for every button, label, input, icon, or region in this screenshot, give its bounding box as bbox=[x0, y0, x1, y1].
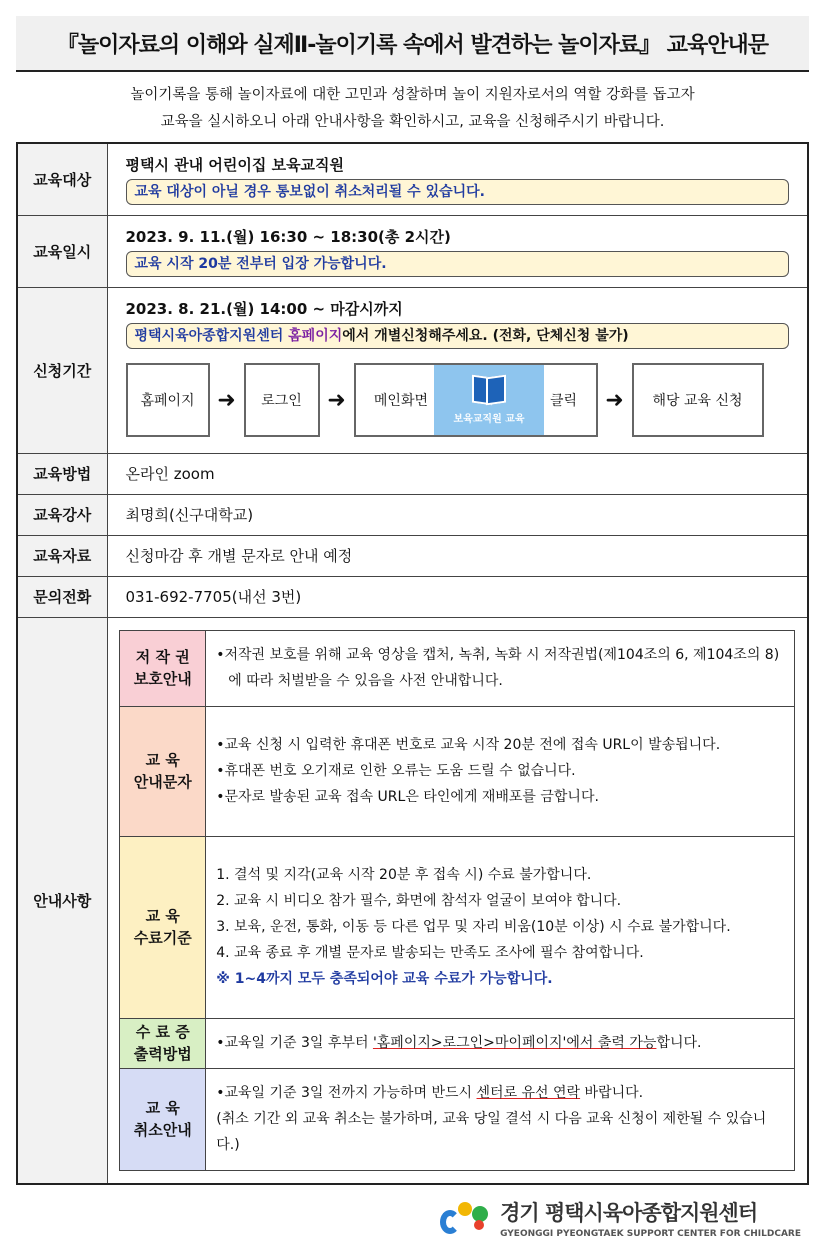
sms-item: •휴대폰 번호 오기재로 인한 오류는 도움 드릴 수 없습니다. bbox=[216, 763, 576, 779]
notice-text-cancel bbox=[206, 1068, 795, 1170]
note-period-restriction: (전화, 단체신청 불가) bbox=[492, 328, 629, 344]
intro-line-1: 놀이기록을 통해 놀이자료에 대한 고민과 성찰하며 놀이 지원자로서의 역할 강화를 돕고자 bbox=[130, 87, 695, 103]
notice-label-completion-2: 수료기준 bbox=[133, 929, 192, 947]
arrow-icon: ➜ bbox=[217, 387, 236, 413]
copyright-item: •저작권 보호를 위해 교육 영상을 캡처, 녹취, 녹화 시 저작권법(제104조의 6, 제104조의 8)에 따라 처벌받을 수 있음을 사전 안내합니다. bbox=[216, 647, 780, 689]
info-table bbox=[16, 142, 809, 1185]
note-period-homepage: 홈페이지 bbox=[288, 328, 343, 344]
notice-label-certificate-1: 수 료 증 bbox=[135, 1023, 190, 1041]
note-period bbox=[126, 323, 790, 349]
note-period-individual: 개별신청 bbox=[374, 328, 429, 344]
notice-row-certificate bbox=[120, 1018, 795, 1068]
notice-label-copyright-2: 보호안내 bbox=[133, 670, 192, 688]
notice-label-cancel-2: 취소안내 bbox=[133, 1121, 192, 1139]
flow-step-login: 로그인 bbox=[244, 363, 320, 437]
completion-item: 4. 교육 종료 후 개별 문자로 발송되는 만족도 조사에 필수 참여합니다. bbox=[216, 945, 644, 961]
notice-row-sms bbox=[120, 706, 795, 836]
label-period: 신청기간 bbox=[17, 287, 107, 453]
value-target-cell bbox=[107, 143, 808, 215]
note-datetime: 교육 시작 20분 전부터 입장 가능합니다. bbox=[126, 251, 790, 277]
notice-text-copyright bbox=[206, 630, 795, 706]
staff-education-banner bbox=[434, 365, 544, 435]
certificate-path: '홈페이지>로그인>마이페이지'에서 출력 가능 bbox=[372, 1035, 657, 1051]
center-logo-icon bbox=[440, 1196, 492, 1240]
cancel-note: (취소 기간 외 교육 취소는 불가하며, 교육 당일 결석 시 다음 교육 신청이 제한될 수 있습니다.) bbox=[216, 1111, 767, 1153]
label-notice: 안내사항 bbox=[17, 617, 107, 1184]
cancel-text-d: 바랍니다. bbox=[580, 1085, 644, 1101]
signup-flow bbox=[126, 363, 790, 437]
cancel-text-b: 까지 가능하며 반드시 bbox=[341, 1085, 477, 1101]
value-phone: 031-692-7705(내선 3번) bbox=[107, 576, 808, 617]
notice-label-certificate-2: 출력방법 bbox=[133, 1045, 192, 1063]
notice-table bbox=[119, 630, 795, 1171]
value-method: 온라인 zoom bbox=[107, 453, 808, 494]
notice-row-completion bbox=[120, 836, 795, 1018]
label-lecturer: 교육강사 bbox=[17, 494, 107, 535]
page-title: 『놀이자료의 이해와 실제Ⅱ-놀이기록 속에서 발견하는 놀이자료』 교육안내문 bbox=[16, 16, 809, 72]
org-eng-name: GYEONGGI PYEONGTAEK SUPPORT CENTER FOR CHILDCARE bbox=[500, 1229, 801, 1239]
label-target: 교육대상 bbox=[17, 143, 107, 215]
notice-label-sms-1: 교 육 bbox=[145, 751, 180, 769]
note-period-please: 해주세요. bbox=[428, 328, 493, 344]
notice-row-copyright bbox=[120, 630, 795, 706]
flow-step-click-label: 클릭 bbox=[550, 393, 578, 409]
value-notice-cell bbox=[107, 617, 808, 1184]
cancel-deadline: •교육일 기준 3일 전 bbox=[216, 1085, 342, 1101]
value-datetime: 2023. 9. 11.(월) 16:30 ~ 18:30(총 2시간) bbox=[125, 228, 451, 246]
cancel-contact: 센터로 유선 연락 bbox=[476, 1085, 581, 1101]
org-name: 경기 평택시육아종합지원센터 bbox=[500, 1201, 758, 1225]
label-materials: 교육자료 bbox=[17, 535, 107, 576]
completion-item: 1. 결석 및 지각(교육 시작 20분 후 접속 시) 수료 불가합니다. bbox=[216, 867, 592, 883]
flow-step-main-label: 메인화면 bbox=[373, 393, 429, 409]
value-materials: 신청마감 후 개별 문자로 안내 예정 bbox=[107, 535, 808, 576]
notice-label-sms-2: 안내문자 bbox=[133, 773, 192, 791]
label-datetime: 교육일시 bbox=[17, 215, 107, 287]
flow-step-main bbox=[354, 363, 598, 437]
notice-label-copyright bbox=[120, 630, 206, 706]
completion-warning: ※ 1~4까지 모두 충족되어야 교육 수료가 가능합니다. bbox=[216, 971, 553, 987]
intro-line-2: 교육을 실시하오니 아래 안내사항을 확인하시고, 교육을 신청해주시기 바랍니다. bbox=[160, 114, 665, 130]
row-period bbox=[17, 287, 808, 453]
intro-text bbox=[16, 82, 809, 136]
notice-label-copyright-1: 저 작 권 bbox=[135, 648, 190, 666]
arrow-icon: ➜ bbox=[605, 387, 624, 413]
sms-item: •문자로 발송된 교육 접속 URL은 타인에게 재배포를 금합니다. bbox=[216, 789, 599, 805]
row-notice bbox=[17, 617, 808, 1184]
notice-label-completion bbox=[120, 836, 206, 1018]
notice-text-sms bbox=[206, 706, 795, 836]
notice-label-completion-1: 교 육 bbox=[145, 907, 180, 925]
completion-item: 3. 보육, 운전, 통화, 이동 등 다른 업무 및 자리 비움(10분 이상) 시 수료 불가합니다. bbox=[216, 919, 731, 935]
flow-step-apply: 해당 교육 신청 bbox=[632, 363, 764, 437]
label-method: 교육방법 bbox=[17, 453, 107, 494]
notice-label-cancel bbox=[120, 1068, 206, 1170]
sms-item: •교육 신청 시 입력한 휴대폰 번호로 교육 시작 20분 전에 접속 URL이 발송됩니다. bbox=[216, 737, 721, 753]
banner-label: 보육교직원 교육 bbox=[453, 413, 525, 425]
footer-org bbox=[440, 1196, 801, 1240]
value-lecturer: 최명희(신구대학교) bbox=[107, 494, 808, 535]
notice-label-cancel-1: 교 육 bbox=[145, 1099, 180, 1117]
row-lecturer bbox=[17, 494, 808, 535]
book-icon bbox=[472, 376, 506, 402]
note-period-in: 에서 bbox=[342, 328, 375, 344]
row-target bbox=[17, 143, 808, 215]
certificate-text-c: 합니다. bbox=[656, 1035, 702, 1051]
notice-label-sms bbox=[120, 706, 206, 836]
value-period: 2023. 8. 21.(월) 14:00 ~ 마감시까지 bbox=[125, 300, 403, 318]
notice-text-certificate bbox=[206, 1018, 795, 1068]
completion-item: 2. 교육 시 비디오 참가 필수, 화면에 참석자 얼굴이 보여야 합니다. bbox=[216, 893, 622, 909]
value-target: 평택시 관내 어린이집 보육교직원 bbox=[125, 156, 345, 175]
row-materials bbox=[17, 535, 808, 576]
notice-text-completion bbox=[206, 836, 795, 1018]
label-phone: 문의전화 bbox=[17, 576, 107, 617]
flow-step-homepage: 홈페이지 bbox=[126, 363, 210, 437]
note-period-center: 평택시육아종합지원센터 bbox=[134, 328, 289, 344]
row-phone bbox=[17, 576, 808, 617]
value-period-cell bbox=[107, 287, 808, 453]
row-datetime bbox=[17, 215, 808, 287]
value-datetime-cell bbox=[107, 215, 808, 287]
arrow-icon: ➜ bbox=[327, 387, 346, 413]
certificate-text-a: •교육일 기준 3일 후부터 bbox=[216, 1035, 373, 1051]
notice-label-certificate bbox=[120, 1018, 206, 1068]
note-target: 교육 대상이 아닐 경우 통보없이 취소처리될 수 있습니다. bbox=[126, 179, 790, 205]
notice-row-cancel bbox=[120, 1068, 795, 1170]
row-method bbox=[17, 453, 808, 494]
